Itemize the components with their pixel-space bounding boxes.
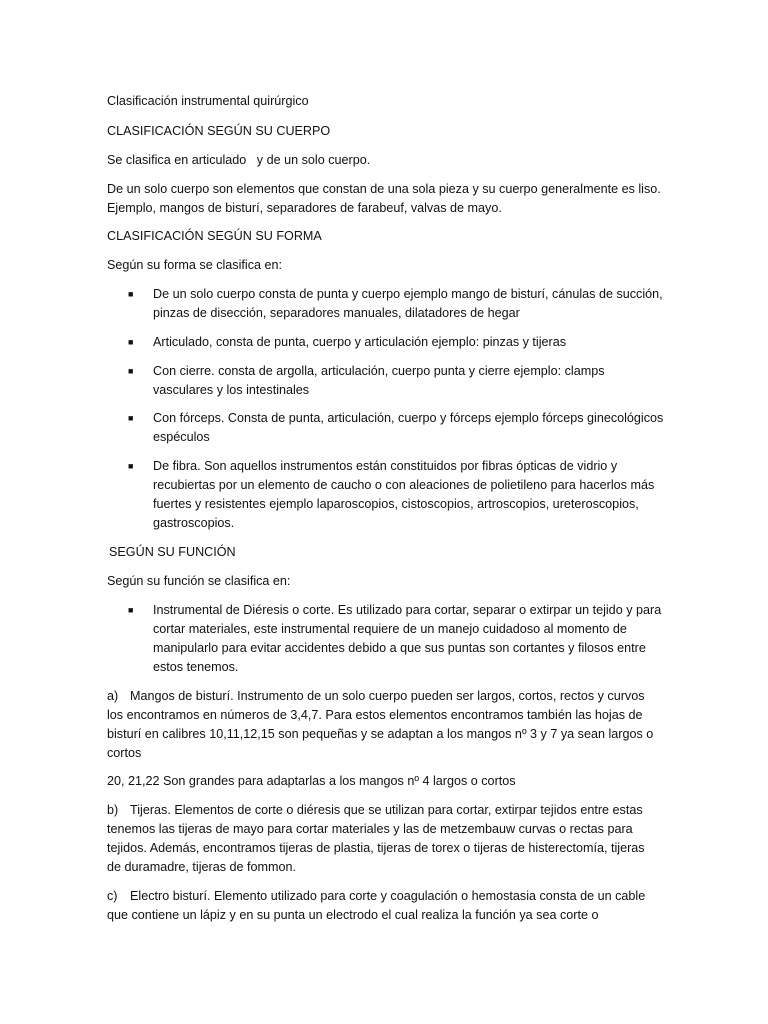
item-electro-bisturi [107, 887, 655, 925]
item-label: a) [107, 689, 119, 703]
list-item-text: Con fórceps. Consta de punta, articulación, cuerpo y fórceps ejemplo fórceps ginecológicos espéculos [153, 411, 664, 444]
item-text: Electro bisturí. Elemento utilizado para corte y coagulación o hemostasia consta de un cable que contiene un lápiz y en su punta un electrodo el cual realiza la función ya sea corte o [107, 889, 646, 922]
list-item-text: De fibra. Son aquellos instrumentos están constituidos por fibras ópticas de vidrio y recubiertas por un elemento de caucho o con aleaciones de polietileno para hacerlos más fuertes y resistentes ejemplo laparoscopios, cistoscopios, artroscopios, ureteroscopios, gastroscopios. [153, 459, 655, 530]
list-item-text: Instrumental de Diéresis o corte. Es utilizado para cortar, separar o extirpar un tejido y para cortar materiales, este instrumental requiere de un manejo cuidadoso al momento de manipularlo para evitar accidentes debido a que sus puntas son cortantes y filosos entre estos tenemos. [153, 603, 662, 674]
paragraph-un-solo-cuerpo: De un solo cuerpo son elementos que constan de una sola pieza y su cuerpo generalmente es liso. Ejemplo, mangos de bisturí, separadores de farabeuf, valvas de mayo. [107, 182, 661, 215]
list-item-text: De un solo cuerpo consta de punta y cuerpo ejemplo mango de bisturí, cánulas de succión, pinzas de disección, separadores manuales, dilatadores de hegar [153, 287, 663, 320]
item-tijeras [107, 801, 655, 877]
bullet-icon: ■ [128, 289, 134, 299]
heading-funcion: SEGÚN SU FUNCIÓN [109, 545, 236, 559]
item-label: c) [107, 889, 118, 903]
item-mangos-bisturi [107, 687, 655, 763]
list-item [128, 457, 688, 533]
item-text: Mangos de bisturí. Instrumento de un solo cuerpo pueden ser largos, cortos, rectos y curvos los encontramos en números de 3,4,7. Para estos elementos encontramos también las hojas de bisturí en calibres 10,11,12,15 son pequeñas y se adaptan a los mangos nº 3 y 7 ya sean largos o cortos [107, 689, 654, 760]
list-item [128, 409, 688, 447]
list-item [128, 362, 688, 400]
paragraph-articulado: Se clasifica en articulado y de un solo cuerpo. [107, 153, 371, 167]
paragraph-segun-forma: Según su forma se clasifica en: [107, 258, 283, 272]
heading-cuerpo: CLASIFICACIÓN SEGÚN SU CUERPO [107, 124, 331, 138]
list-item [128, 285, 688, 323]
list-item-text: Con cierre. consta de argolla, articulación, cuerpo punta y cierre ejemplo: clamps vasculares y los intestinales [153, 364, 605, 397]
item-label: b) [107, 803, 119, 817]
list-item-text: Articulado, consta de punta, cuerpo y articulación ejemplo: pinzas y tijeras [153, 335, 567, 349]
list-item [128, 601, 688, 677]
document-title: Clasificación instrumental quirúrgico [107, 94, 309, 108]
heading-forma: CLASIFICACIÓN SEGÚN SU FORMA [107, 229, 322, 243]
bullet-icon: ■ [128, 413, 134, 423]
item-text: Tijeras. Elementos de corte o diéresis que se utilizan para cortar, extirpar tejidos entre estas tenemos las tijeras de mayo para cortar materiales y las de metzembauw curvas o rectas para tejidos. Además, encontramos tijeras de plastia, tijeras de torex o tijeras de histerectomía, tijeras de duramadre, tijeras de fommon. [107, 803, 645, 874]
list-item [128, 333, 688, 352]
paragraph-segun-funcion: Según su función se clasifica en: [107, 574, 291, 588]
bullet-icon: ■ [128, 366, 134, 376]
paragraph-calibres: 20, 21,22 Son grandes para adaptarlas a los mangos nº 4 largos o cortos [107, 774, 516, 788]
bullet-icon: ■ [128, 461, 134, 471]
bullet-icon: ■ [128, 605, 134, 615]
bullet-icon: ■ [128, 337, 134, 347]
